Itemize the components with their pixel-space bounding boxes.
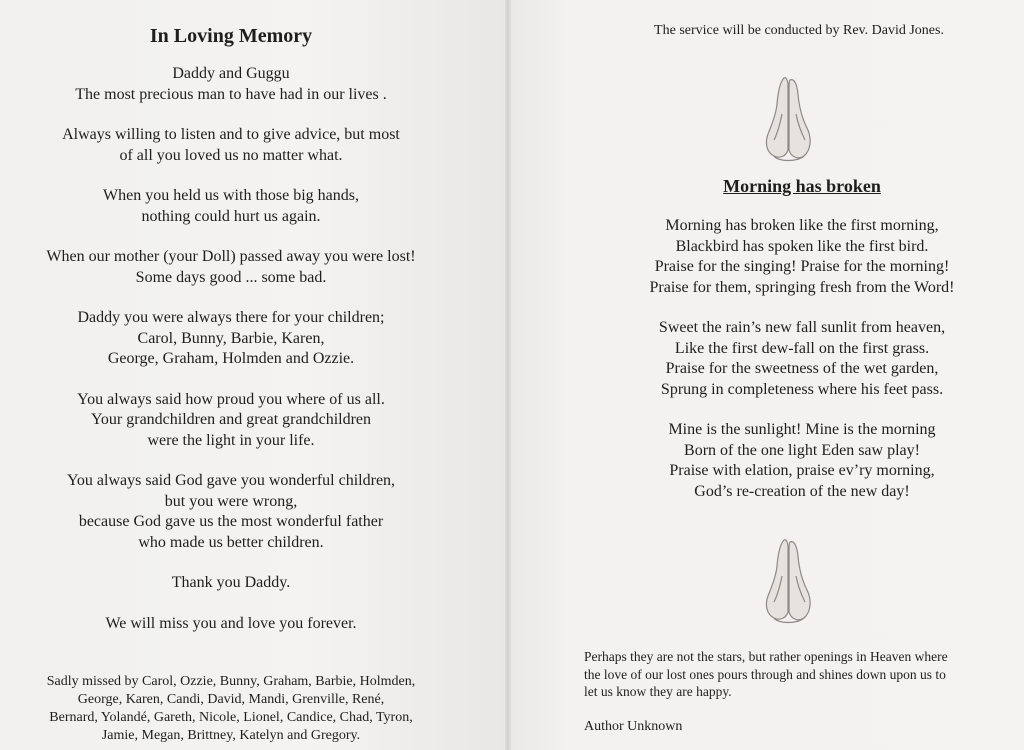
tribute-line: Always willing to listen and to give advice, but most — [62, 126, 400, 143]
left-page-content — [0, 24, 462, 654]
tribute-line: When our mother (your Doll) passed away you were lost! — [46, 248, 416, 265]
sadly-missed-line: Sadly missed by Carol, Ozzie, Bunny, Graham, Barbie, Holmden, — [46, 674, 416, 689]
tribute-line: Your grandchildren and great grandchildren — [90, 411, 372, 428]
memorial-quote — [584, 648, 1014, 701]
tribute-line: George, Graham, Holmden and Ozzie. — [107, 350, 355, 367]
poem-line: Sweet the rain’s new fall sunlit from heaven, — [658, 319, 946, 336]
poem-body — [508, 216, 1024, 522]
tribute-paragraph — [0, 64, 462, 105]
sadly-missed-line: Bernard, Yolandé, Gareth, Nicole, Lionel, Candice, Chad, Tyron, — [49, 710, 413, 725]
poem-line: Like the first dew-fall on the first grass. — [674, 339, 930, 357]
quote-line: the love of our lost ones pours through and shines down upon us to — [584, 666, 946, 682]
memorial-title: In Loving Memory — [149, 25, 313, 47]
tribute-line: Carol, Bunny, Barbie, Karen, — [137, 329, 325, 347]
tribute-paragraph — [0, 308, 462, 370]
poem-line: Praise for them, springing fresh from the Word! — [649, 278, 955, 296]
poem-title: Morning has broken — [723, 176, 881, 196]
tribute-paragraph — [0, 573, 462, 594]
praying-hands-icon — [760, 74, 816, 164]
tribute-line: of all you loved us no matter what. — [119, 146, 343, 164]
tribute-line: but you were wrong, — [164, 492, 298, 510]
tribute-line: because God gave us the most wonderful father — [78, 513, 384, 530]
tribute-line: You always said God gave you wonderful children, — [66, 472, 396, 489]
tribute-paragraph — [0, 186, 462, 227]
poem-stanza — [508, 216, 1024, 298]
tribute-paragraph — [0, 247, 462, 288]
poem-line: Praise for the sweetness of the wet garden, — [665, 360, 939, 377]
poem-stanza — [508, 420, 1024, 502]
poem-line: Morning has broken like the first morning, — [665, 217, 939, 234]
tribute-line: When you held us with those big hands, — [103, 187, 359, 204]
poem-line: Born of the one light Eden saw play! — [684, 441, 920, 459]
sadly-missed-line: George, Karen, Candi, David, Mandi, Grenville, René, — [77, 692, 385, 707]
tribute-line: Daddy you were always there for your children; — [77, 309, 385, 326]
tribute-line: who made us better children. — [138, 533, 324, 551]
poem-line: Blackbird has spoken like the first bird. — [675, 237, 929, 255]
tribute-paragraph — [0, 614, 462, 635]
tribute-paragraph — [0, 471, 462, 553]
poem-stanza — [508, 318, 1024, 400]
poem-line: God’s re-creation of the new day! — [694, 482, 910, 500]
poem-line: Mine is the sunlight! Mine is the morning — [668, 421, 936, 438]
service-note: The service will be conducted by Rev. David Jones. — [654, 23, 944, 38]
poem-line: Praise for the singing! Praise for the morning! — [654, 258, 950, 275]
poem-line: Sprung in completeness where his feet pass. — [660, 380, 944, 398]
tribute-line: Daddy and Guggu — [172, 65, 290, 82]
tribute-line: Thank you Daddy. — [171, 574, 291, 591]
tribute-paragraph — [0, 125, 462, 166]
poem-line: Praise with elation, praise ev’ry morning, — [669, 462, 935, 479]
tribute-line: Some days good ... some bad. — [135, 268, 327, 286]
praying-hands-icon — [760, 536, 816, 626]
sadly-missed-line: Jamie, Megan, Brittney, Katelyn and Gregory. — [101, 728, 361, 743]
tribute-line: The most precious man to have had in our lives . — [75, 85, 387, 103]
tribute-line: were the light in your life. — [147, 431, 315, 449]
tribute-paragraph — [0, 390, 462, 452]
tribute-line: We will miss you and love you forever. — [105, 614, 357, 632]
sadly-missed-list — [0, 673, 462, 745]
quote-line: Perhaps they are not the stars, but rather openings in Heaven where — [584, 649, 948, 664]
quote-author: Author Unknown — [584, 719, 683, 734]
tribute-line: You always said how proud you where of us all. — [77, 390, 385, 408]
quote-line: let us know they are happy. — [584, 684, 732, 699]
tribute-line: nothing could hurt us again. — [141, 207, 321, 225]
